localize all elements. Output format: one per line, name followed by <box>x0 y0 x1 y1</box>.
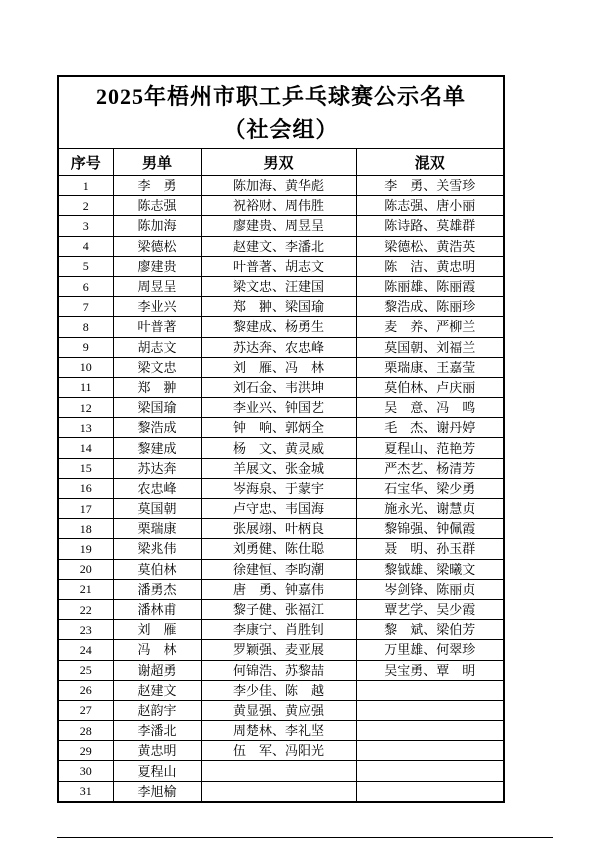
cell-mens-singles: 赵建文 <box>113 680 201 700</box>
cell-mens-doubles: 罗颖强、麦亚展 <box>201 640 356 660</box>
cell-mens-singles: 郑 翀 <box>113 377 201 397</box>
cell-mens-doubles: 郑 翀、梁国瑜 <box>201 297 356 317</box>
cell-seq-number: 3 <box>58 216 113 236</box>
table-row <box>58 599 504 619</box>
cell-seq-number: 6 <box>58 276 113 296</box>
cell-seq-number: 15 <box>58 458 113 478</box>
table-row <box>58 357 504 377</box>
cell-mens-doubles: 赵建文、李潘北 <box>201 236 356 256</box>
table-row <box>58 680 504 700</box>
table-row <box>58 660 504 680</box>
cell-seq-number: 31 <box>58 781 113 802</box>
cell-mens-singles: 莫伯林 <box>113 559 201 579</box>
page-bottom-rule <box>57 837 553 838</box>
table-row <box>58 377 504 397</box>
cell-seq-number: 20 <box>58 559 113 579</box>
cell-mens-singles: 农忠峰 <box>113 478 201 498</box>
cell-mixed-doubles: 陈 洁、黄忠明 <box>356 256 504 276</box>
cell-seq-number: 29 <box>58 741 113 761</box>
cell-mens-doubles: 廖建贵、周昱呈 <box>201 216 356 236</box>
cell-mixed-doubles: 黎 斌、梁伯芳 <box>356 620 504 640</box>
cell-mens-singles: 胡志文 <box>113 337 201 357</box>
table-row <box>58 741 504 761</box>
cell-mixed-doubles: 石宝华、梁少勇 <box>356 478 504 498</box>
table-row <box>58 297 504 317</box>
cell-mens-doubles <box>201 781 356 802</box>
cell-mens-doubles: 苏达奔、农忠峰 <box>201 337 356 357</box>
cell-mens-singles: 李业兴 <box>113 297 201 317</box>
title-row <box>58 76 504 149</box>
cell-mens-doubles <box>201 761 356 781</box>
table-row <box>58 196 504 216</box>
column-header-no: 序号 <box>58 149 113 176</box>
column-header-row <box>58 149 504 176</box>
cell-mens-doubles: 杨 文、黄灵威 <box>201 438 356 458</box>
cell-seq-number: 19 <box>58 539 113 559</box>
cell-mens-doubles: 刘勇健、陈仕聪 <box>201 539 356 559</box>
cell-mens-singles: 赵韵宇 <box>113 700 201 720</box>
table-row <box>58 781 504 802</box>
cell-mixed-doubles <box>356 680 504 700</box>
cell-mens-doubles: 岑海泉、于蒙宇 <box>201 478 356 498</box>
cell-mixed-doubles: 陈志强、唐小丽 <box>356 196 504 216</box>
title-line-2: （社会组） <box>223 116 339 142</box>
table-row <box>58 418 504 438</box>
cell-mens-singles: 廖建贵 <box>113 256 201 276</box>
table-row <box>58 559 504 579</box>
cell-mens-doubles: 刘 雁、冯 林 <box>201 357 356 377</box>
cell-seq-number: 23 <box>58 620 113 640</box>
cell-mens-doubles: 李业兴、钟国艺 <box>201 398 356 418</box>
cell-seq-number: 28 <box>58 721 113 741</box>
cell-seq-number: 4 <box>58 236 113 256</box>
table-row <box>58 478 504 498</box>
cell-mens-doubles: 钟 响、郭炳全 <box>201 418 356 438</box>
cell-mens-doubles: 陈加海、黄华彪 <box>201 176 356 196</box>
cell-mens-singles: 陈加海 <box>113 216 201 236</box>
cell-mens-doubles: 卢守忠、韦国海 <box>201 499 356 519</box>
cell-mens-singles: 苏达奔 <box>113 458 201 478</box>
cell-seq-number: 11 <box>58 377 113 397</box>
cell-mixed-doubles: 岑剑锋、陈丽贞 <box>356 579 504 599</box>
cell-mixed-doubles <box>356 721 504 741</box>
cell-mens-doubles: 唐 勇、钟嘉伟 <box>201 579 356 599</box>
table-row <box>58 640 504 660</box>
roster-table <box>57 75 505 803</box>
cell-mixed-doubles: 李 勇、关雪珍 <box>356 176 504 196</box>
cell-mens-doubles: 黎建成、杨勇生 <box>201 317 356 337</box>
cell-mens-singles: 潘林甫 <box>113 599 201 619</box>
cell-seq-number: 16 <box>58 478 113 498</box>
table-row <box>58 317 504 337</box>
cell-mens-doubles: 张展翊、叶柄良 <box>201 519 356 539</box>
cell-seq-number: 27 <box>58 700 113 720</box>
cell-mixed-doubles: 夏程山、范艳芳 <box>356 438 504 458</box>
cell-mens-singles: 梁国瑜 <box>113 398 201 418</box>
table-row <box>58 438 504 458</box>
cell-mixed-doubles: 黎钺雄、梁曦文 <box>356 559 504 579</box>
table-row <box>58 499 504 519</box>
table-row <box>58 700 504 720</box>
cell-mens-singles: 周昱呈 <box>113 276 201 296</box>
cell-mixed-doubles: 梁德松、黄浩英 <box>356 236 504 256</box>
cell-mixed-doubles: 聂 明、孙玉群 <box>356 539 504 559</box>
cell-mens-singles: 莫国朝 <box>113 499 201 519</box>
cell-seq-number: 30 <box>58 761 113 781</box>
cell-mixed-doubles: 吴宝勇、覃 明 <box>356 660 504 680</box>
title-line-1: 2025年梧州市职工乒乓球赛公示名单 <box>96 83 467 109</box>
cell-mixed-doubles: 施永光、谢慧贞 <box>356 499 504 519</box>
cell-mens-singles: 黎浩成 <box>113 418 201 438</box>
cell-mens-doubles: 黄显强、黄应强 <box>201 700 356 720</box>
cell-mens-doubles: 李康宁、肖胜钊 <box>201 620 356 640</box>
cell-mixed-doubles: 莫国朝、刘福兰 <box>356 337 504 357</box>
cell-mixed-doubles: 黎锦强、钟佩霞 <box>356 519 504 539</box>
cell-seq-number: 5 <box>58 256 113 276</box>
cell-mixed-doubles: 覃艺学、吴少霞 <box>356 599 504 619</box>
cell-mixed-doubles <box>356 781 504 802</box>
cell-mens-doubles: 周楚林、李礼坚 <box>201 721 356 741</box>
cell-mens-singles: 梁文忠 <box>113 357 201 377</box>
table-row <box>58 519 504 539</box>
cell-mixed-doubles: 麦 养、严柳兰 <box>356 317 504 337</box>
cell-mens-doubles: 梁文忠、汪建国 <box>201 276 356 296</box>
table-row <box>58 276 504 296</box>
cell-seq-number: 12 <box>58 398 113 418</box>
cell-mixed-doubles: 莫伯林、卢庆丽 <box>356 377 504 397</box>
table-row <box>58 458 504 478</box>
page-title <box>58 76 504 149</box>
cell-mens-doubles: 何锦浩、苏黎喆 <box>201 660 356 680</box>
cell-seq-number: 18 <box>58 519 113 539</box>
cell-mixed-doubles <box>356 761 504 781</box>
cell-seq-number: 21 <box>58 579 113 599</box>
cell-mens-singles: 陈志强 <box>113 196 201 216</box>
cell-seq-number: 25 <box>58 660 113 680</box>
cell-seq-number: 2 <box>58 196 113 216</box>
cell-seq-number: 24 <box>58 640 113 660</box>
table-row <box>58 236 504 256</box>
column-header-mens-doubles: 男双 <box>201 149 356 176</box>
cell-mens-singles: 梁兆伟 <box>113 539 201 559</box>
cell-seq-number: 17 <box>58 499 113 519</box>
cell-seq-number: 26 <box>58 680 113 700</box>
cell-mens-singles: 夏程山 <box>113 761 201 781</box>
table-row <box>58 176 504 196</box>
cell-mens-singles: 冯 林 <box>113 640 201 660</box>
cell-seq-number: 22 <box>58 599 113 619</box>
cell-mixed-doubles: 陈诗路、莫雄群 <box>356 216 504 236</box>
cell-mens-singles: 黎建成 <box>113 438 201 458</box>
table-row <box>58 337 504 357</box>
cell-mens-doubles: 叶普著、胡志文 <box>201 256 356 276</box>
cell-mens-doubles: 李少佳、陈 越 <box>201 680 356 700</box>
cell-mens-doubles: 羊展文、张金城 <box>201 458 356 478</box>
cell-mens-singles: 李旭榆 <box>113 781 201 802</box>
table-body <box>58 176 504 802</box>
cell-seq-number: 10 <box>58 357 113 377</box>
cell-mens-singles: 黄忠明 <box>113 741 201 761</box>
column-header-mixed-doubles: 混双 <box>356 149 504 176</box>
cell-mens-singles: 李 勇 <box>113 176 201 196</box>
cell-seq-number: 1 <box>58 176 113 196</box>
cell-mens-singles: 刘 雁 <box>113 620 201 640</box>
cell-mixed-doubles: 严杰艺、杨清芳 <box>356 458 504 478</box>
cell-mens-singles: 潘勇杰 <box>113 579 201 599</box>
cell-seq-number: 8 <box>58 317 113 337</box>
cell-mixed-doubles: 黎浩成、陈丽珍 <box>356 297 504 317</box>
cell-mixed-doubles: 陈丽雄、陈丽霞 <box>356 276 504 296</box>
table-row <box>58 579 504 599</box>
cell-mens-doubles: 徐建恒、李昀潮 <box>201 559 356 579</box>
cell-mixed-doubles: 毛 杰、谢丹婷 <box>356 418 504 438</box>
cell-mens-singles: 谢超勇 <box>113 660 201 680</box>
cell-mixed-doubles: 万里雄、何翠珍 <box>356 640 504 660</box>
table-row <box>58 216 504 236</box>
cell-mixed-doubles <box>356 741 504 761</box>
cell-seq-number: 7 <box>58 297 113 317</box>
cell-mens-singles: 李潘北 <box>113 721 201 741</box>
table-row <box>58 256 504 276</box>
cell-mens-singles: 栗瑞康 <box>113 519 201 539</box>
column-header-mens-singles: 男单 <box>113 149 201 176</box>
cell-seq-number: 14 <box>58 438 113 458</box>
table-row <box>58 539 504 559</box>
table-row <box>58 721 504 741</box>
cell-mens-doubles: 伍 军、冯阳光 <box>201 741 356 761</box>
cell-mens-singles: 叶普著 <box>113 317 201 337</box>
cell-mixed-doubles: 吴 意、冯 鸣 <box>356 398 504 418</box>
table-row <box>58 761 504 781</box>
cell-seq-number: 9 <box>58 337 113 357</box>
cell-mens-doubles: 黎子健、张福江 <box>201 599 356 619</box>
table-row <box>58 620 504 640</box>
cell-mens-singles: 梁德松 <box>113 236 201 256</box>
cell-mixed-doubles: 栗瑞康、王嘉莹 <box>356 357 504 377</box>
cell-seq-number: 13 <box>58 418 113 438</box>
cell-mens-doubles: 刘石金、韦洪坤 <box>201 377 356 397</box>
cell-mixed-doubles <box>356 700 504 720</box>
table-row <box>58 398 504 418</box>
cell-mens-doubles: 祝裕财、周伟胜 <box>201 196 356 216</box>
